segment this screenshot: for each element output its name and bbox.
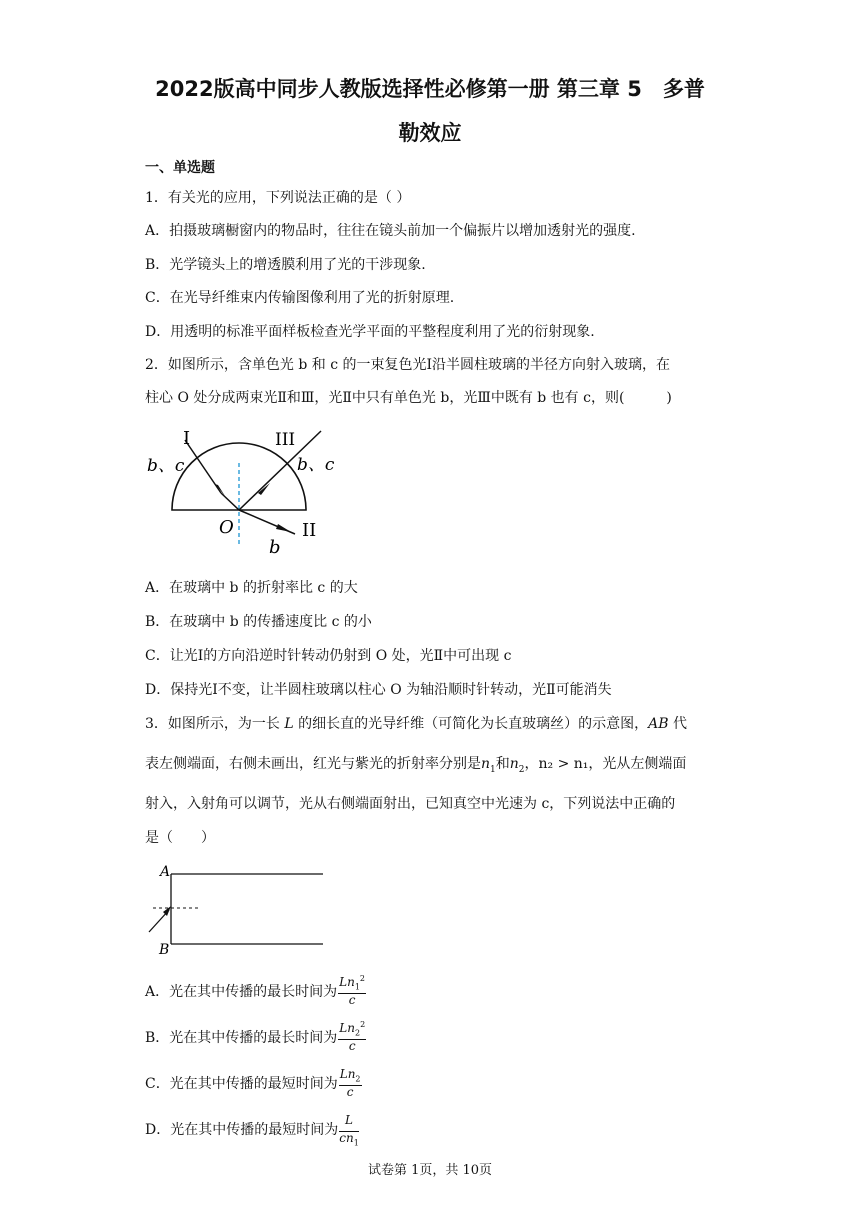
- q1-option-a: A．拍摄玻璃橱窗内的物品时，往往在镜头前加一个偏振片以增加透射光的强度.: [145, 223, 636, 239]
- q2-option-a: A．在玻璃中 b 的折射率比 c 的大: [145, 580, 358, 596]
- label-O: O: [219, 517, 234, 538]
- ray-I-arrow: [215, 484, 225, 496]
- label-I: I: [183, 428, 191, 449]
- optical-fiber-figure: [145, 862, 330, 957]
- label-III: III: [275, 430, 296, 450]
- label-B: B: [159, 942, 170, 957]
- q1-option-b: B．光学镜头上的增透膜利用了光的干涉现象.: [145, 257, 426, 273]
- q3-stem-line4: 是（ ）: [145, 830, 215, 846]
- q3-option-c: C．光在其中传播的最短时间为 $\frac{Ln_2}{c}$: [145, 1064, 362, 1104]
- q3-option-b: B．光在其中传播的最长时间为 $\frac{Ln_2^2}{c}$: [145, 1020, 366, 1054]
- ray-I: [185, 440, 221, 493]
- q2-stem-line2: 柱心 O 处分成两束光Ⅱ和Ⅲ，光Ⅱ中只有单色光 b，光Ⅲ中既有 b 也有 c，则( ): [145, 390, 672, 406]
- label-bc-right: b、c: [297, 455, 335, 475]
- q2-option-d: D．保持光Ⅰ不变，让半圆柱玻璃以柱心 O 为轴沿顺时针转动，光Ⅱ可能消失: [145, 682, 612, 698]
- q3-option-d: D．光在其中传播的最短时间为 $\frac{L}{cn_1}$: [145, 1110, 359, 1150]
- label-b: b: [269, 537, 281, 558]
- label-II: II: [302, 520, 317, 541]
- q1-option-d: D．用透明的标准平面样板检查光学平面的平整程度利用了光的衍射现象.: [145, 324, 595, 340]
- q2-option-c: C．让光Ⅰ的方向沿逆时针转动仍射到 O 处，光Ⅱ中可出现 c: [145, 648, 512, 664]
- label-A: A: [160, 864, 171, 880]
- label-bc-left: b、c: [147, 456, 185, 476]
- page-footer: 试卷第 1页，共 10页: [367, 1163, 493, 1178]
- semicircle-prism-figure: [145, 423, 345, 558]
- document-title-line1: 2022版高中同步人教版选择性必修第一册 第三章 5 多普: [155, 77, 705, 101]
- q3-stem-line1: 3．如图所示，为一长 L 的细长直的光导纤维（可简化为长直玻璃丝）的示意图，AB 代: [145, 716, 687, 732]
- q3-stem-line2: 表左侧端面，右侧未画出，红光与紫光的折射率分别是$n_1$和$n_2$，n₂ > n₁，光从左侧端面: [145, 756, 687, 775]
- q3-option-a: A．光在其中传播的最长时间为 $\frac{Ln_1^2}{c}$: [145, 974, 366, 1008]
- section-heading: 一、单选题: [145, 160, 215, 176]
- q2-option-b: B．在玻璃中 b 的传播速度比 c 的小: [145, 614, 372, 630]
- q2-stem-line1: 2．如图所示，含单色光 b 和 c 的一束复色光Ⅰ沿半圆柱玻璃的半径方向射入玻璃，在: [145, 357, 671, 373]
- q3-stem-line3: 射入，入射角可以调节，光从右侧端面射出，已知真空中光速为 c，下列说法中正确的: [145, 796, 676, 812]
- q1-stem: 1．有关光的应用，下列说法正确的是（ ）: [145, 190, 411, 206]
- q1-option-c: C．在光导纤维束内传输图像利用了光的折射原理.: [145, 290, 455, 306]
- document-title-line2: 勒效应: [398, 121, 462, 145]
- ray-II-arrow: [276, 524, 291, 532]
